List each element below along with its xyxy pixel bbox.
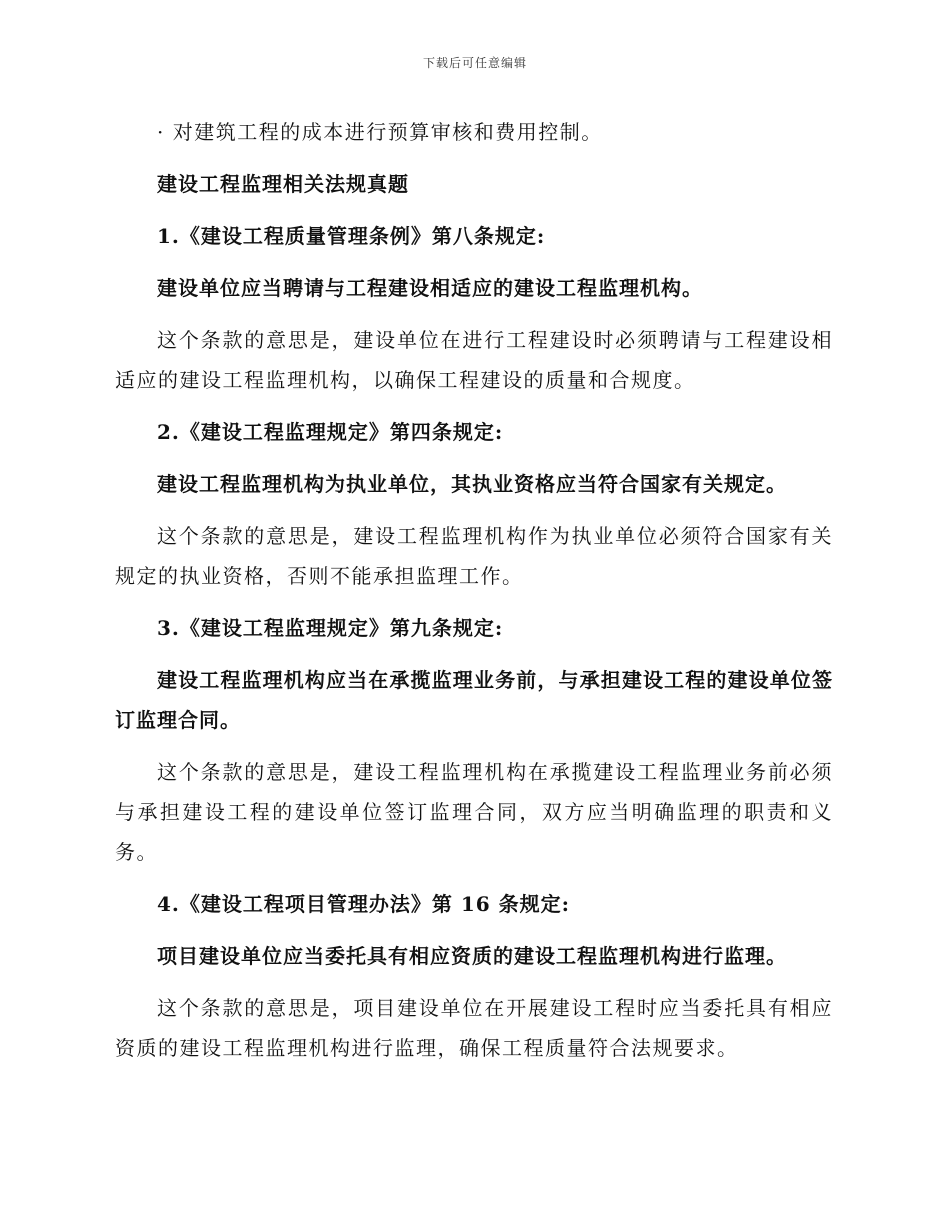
item-2-explanation: 这个条款的意思是，建设工程监理机构作为执业单位必须符合国家有关规定的执业资格，否则不能承担监理工作。 [115, 524, 833, 588]
item-3-rule: 建设工程监理机构应当在承揽监理业务前，与承担建设工程的建设单位签订监理合同。 [115, 668, 833, 732]
bullet-line: · 对建筑工程的成本进行预算审核和费用控制。 [157, 120, 603, 144]
item-1-rule: 建设单位应当聘请与工程建设相适应的建设工程监理机构。 [157, 276, 703, 300]
item-3-explanation: 这个条款的意思是，建设工程监理机构在承揽建设工程监理业务前必须与承担建设工程的建设单位签订监理合同，双方应当明确监理的职责和义务。 [115, 760, 833, 864]
item-1-heading: 1.《建设工程质量管理条例》第八条规定: [157, 224, 546, 248]
item-4-heading: 4.《建设工程项目管理办法》第 16 条规定: [157, 892, 571, 916]
item-3-heading: 3.《建设工程监理规定》第九条规定: [157, 616, 504, 640]
section-title: 建设工程监理相关法规真题 [157, 172, 409, 196]
item-4-explanation: 这个条款的意思是，项目建设单位在开展建设工程时应当委托具有相应资质的建设工程监理机构进行监理，确保工程质量符合法规要求。 [115, 996, 833, 1060]
item-4-rule: 项目建设单位应当委托具有相应资质的建设工程监理机构进行监理。 [157, 944, 787, 968]
item-1-explanation: 这个条款的意思是，建设单位在进行工程建设时必须聘请与工程建设相适应的建设工程监理机构，以确保工程建设的质量和合规度。 [115, 328, 833, 392]
document-body [115, 112, 833, 1068]
item-2-heading: 2.《建设工程监理规定》第四条规定: [157, 420, 504, 444]
item-2-rule: 建设工程监理机构为执业单位，其执业资格应当符合国家有关规定。 [157, 472, 787, 496]
header-note: 下载后可任意编辑 [422, 56, 527, 70]
